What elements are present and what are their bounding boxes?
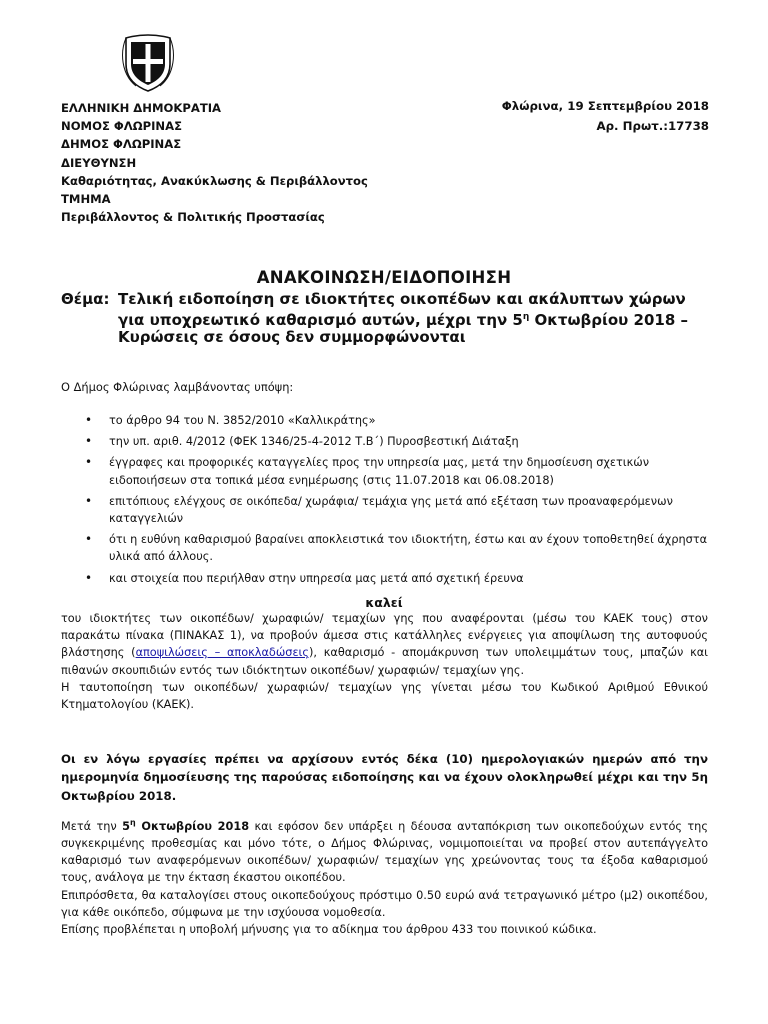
- list-item: • έγγραφες και προφορικές καταγγελίες προς την υπηρεσία μας, μετά την δημοσίευση σχετικών ειδοποιήσεων στα τοπικά μέσα ενημέρωσης (στις 11.07.2018 και 06.08.2018): [61, 454, 721, 488]
- list-item: • το άρθρο 94 του Ν. 3852/2010 «Καλλικράτης»: [61, 412, 721, 429]
- call-heading: καλεί: [365, 595, 403, 610]
- sender-line: ΝΟΜΟΣ ΦΛΩΡΙΝΑΣ: [61, 119, 182, 134]
- sender-line: Καθαριότητας, Ανακύκλωσης & Περιβάλλοντος: [61, 173, 368, 188]
- list-item: • την υπ. αριθ. 4/2012 (ΦΕΚ 1346/25-4-2012 Τ.Β΄) Πυροσβεστική Διάταξη: [61, 433, 721, 450]
- list-item: • επιτόπιους ελέγχους σε οικόπεδα/ χωράφια/ τεμάχια γης μετά από εξέταση των προαναφερόμενων καταγγελιών: [61, 493, 721, 527]
- intro-text: Ο Δήμος Φλώρινας λαμβάνοντας υπόψη:: [61, 380, 294, 394]
- paragraph-owners: του ιδιοκτήτες των οικοπέδων/ χωραφιών/ τεμαχίων γης που αναφέρονται (μέσω του ΚΑΕΚ τους) στον παρακάτω πίνακα (ΠΙΝΑΚΑΣ 1), να προβούν άμεσα στις κατάλληλες ενέργειες για αποψίλωση της αυτοφυούς βλάστησης (αποψιλώσεις – αποκλαδώσεις), καθαρισμό - απομάκρυνση των υπολειμμάτων τους, μπαζών και πιθανών σκουπιδιών εντός των ιδιόκτητων οικοπέδων/ χωραφιών/ τεμαχίων γης. Η ταυτοποίηση των οικοπέδων/ χωραφιών/ τεμαχίων γης γίνεται μέσω του Κωδικού Αριθμού Εθνικού Κτηματολογίου (ΚΑΕΚ).: [61, 610, 708, 713]
- paragraph-line: Επίσης προβλέπεται η υποβολή μήνυσης για το αδίκημα του άρθρου 433 του ποινικού κώδικα.: [61, 922, 597, 936]
- subject-line: Κυρώσεις σε όσους δεν συμμορφώνονται: [118, 328, 466, 346]
- list-item: • ότι η ευθύνη καθαρισμού βαραίνει αποκλειστικά τον ιδιοκτήτη, έστω και αν έχουν τοποθετηθεί άχρηστα υλικά από άλλους.: [61, 531, 721, 565]
- subject-label: Θέμα:: [61, 290, 110, 308]
- list-item: • και στοιχεία που περιήλθαν στην υπηρεσία μας μετά από σχετική έρευνα: [61, 570, 721, 587]
- sender-block: [61, 99, 368, 226]
- paragraph-line: Επιπρόσθετα, θα καταλογίσει στους οικοπεδούχους πρόστιμο 0.50 ευρώ ανά τετραγωνικό μέτρο (μ2) οικοπέδου, για κάθε οικόπεδο, σύμφωνα με την ισχύουσα νομοθεσία.: [61, 888, 708, 919]
- coat-of-arms-icon: [122, 34, 174, 92]
- sender-line: ΕΛΛΗΝΙΚΗ ΔΗΜΟΚΡΑΤΙΑ: [61, 101, 222, 115]
- pruning-link[interactable]: αποψιλώσεις – αποκλαδώσεις: [135, 646, 310, 660]
- sender-line: Περιβάλλοντος & Πολιτικής Προστασίας: [61, 210, 325, 225]
- subject-line: για υποχρεωτικό καθαρισμό αυτών, μέχρι την $5^\eta$ Οκτωβρίου 2018 –: [118, 310, 688, 329]
- considerations-list: [61, 412, 721, 591]
- sender-line: ΔΙΕΥΘΥΝΣΗ: [61, 155, 137, 170]
- document-title: ΑΝΑΚΟΙΝΩΣΗ/ΕΙΔΟΠΟΙΗΣΗ: [256, 268, 512, 287]
- protocol-number: Αρ. Πρωτ.:17738: [596, 119, 709, 133]
- sender-line: ΤΜΗΜΑ: [61, 192, 111, 207]
- sender-line: ΔΗΜΟΣ ΦΛΩΡΙΝΑΣ: [61, 137, 182, 152]
- paragraph-deadline: Οι εν λόγω εργασίες πρέπει να αρχίσουν εντός δέκα (10) ημερολογιακών ημερών από την ημερομηνία δημοσίευσης της παρούσας ειδοποίησης και να έχουν ολοκληρωθεί μέχρι και την 5η Οκτωβρίου 2018.: [61, 752, 708, 803]
- document-meta: [502, 96, 709, 136]
- paragraph-line: Η ταυτοποίηση των οικοπέδων/ χωραφιών/ τεμαχίων γης γίνεται μέσω του Κωδικού Αριθμού Εθνικού Κτηματολογίου (ΚΑΕΚ).: [61, 680, 708, 712]
- subject-line: Τελική ειδοποίηση σε ιδιοκτήτες οικοπέδων και ακάλυπτων χώρων: [118, 290, 686, 308]
- paragraph-penalties: Μετά την $5^\eta$ Οκτωβρίου 2018 και εφόσον δεν υπάρξει η δέουσα ανταπόκριση των οικοπεδούχων εντός της συγκεκριμένης προθεσμίας και μόνο τότε, ο Δήμος Φλώρινας, νομιμοποιείται να προβεί στον αυτεπάγγελτο καθαρισμό των αναφερόμενων οικοπέδων/ χωραφιών/ τεμαχίων γης χρεώνοντας τους τα έξοδα καθαρισμού τους, ανάλογα με την έκταση έκαστου οικοπέδου. Επιπρόσθετα, θα καταλογίσει στους οικοπεδούχους πρόστιμο 0.50 ευρώ ανά τετραγωνικό μέτρο (μ2) οικοπέδου, για κάθε οικόπεδο, σύμφωνα με την ισχύουσα νομοθεσία. Επίσης προβλέπεται η υποβολή μήνυσης για το αδίκημα του άρθρου 433 του ποινικού κώδικα.: [61, 814, 708, 938]
- place-date: Φλώρινα, 19 Σεπτεμβρίου 2018: [501, 99, 709, 113]
- subject-block: [61, 291, 688, 347]
